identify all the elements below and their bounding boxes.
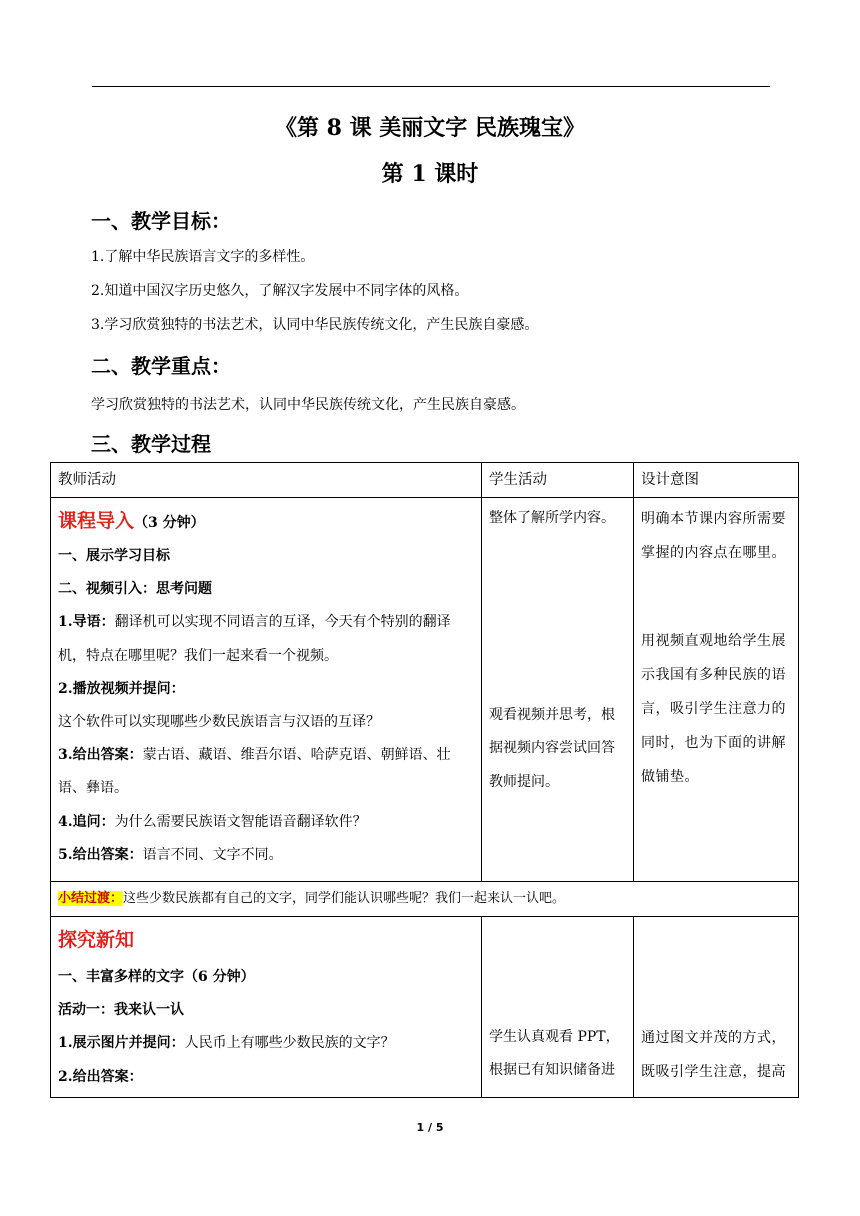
teacher-cell-intro	[51, 498, 482, 882]
teacher-cell-explore	[51, 917, 482, 1098]
transition-row	[51, 882, 799, 917]
header-rule	[92, 86, 770, 87]
list-item: 一、展示学习目标	[58, 548, 170, 564]
objective-1: 1.了解中华民族语言文字的多样性。	[91, 249, 315, 265]
lesson-period: 第 1 课时	[381, 161, 479, 187]
transition-label: 小结过渡：	[58, 891, 124, 906]
list-item: 1.导语：翻译机可以实现不同语言的互译，今天有个特别的翻译机，特点在哪里呢？我们一起来看一个视频。	[58, 614, 451, 664]
design-intent-2: 用视频直观地给学生展示我国有多种民族的语言，吸引学生注意力的同时，也为下面的讲解做铺垫。	[641, 633, 786, 785]
student-activity-1: 整体了解所学内容。	[489, 510, 615, 526]
header-teacher: 教师活动	[51, 463, 482, 498]
section-duration: （3 分钟）	[134, 515, 205, 531]
list-item: 一、丰富多样的文字（6 分钟）	[58, 969, 255, 985]
student-cell-intro	[482, 498, 634, 882]
key-points-text: 学习欣赏独特的书法艺术，认同中华民族传统文化，产生民族自豪感。	[91, 397, 525, 413]
header-intent: 设计意图	[634, 463, 799, 498]
design-intent-3: 通过图文并茂的方式，既吸引学生注意，提高	[641, 1030, 786, 1080]
section-title: 探究新知	[58, 929, 135, 951]
list-item: 2.给出答案：	[58, 1068, 143, 1085]
intent-cell-intro	[634, 498, 799, 882]
list-item: 3.给出答案：蒙古语、藏语、维吾尔语、哈萨克语、朝鲜语、壮语、彝语。	[58, 747, 451, 797]
objective-2: 2.知道中国汉字历史悠久，了解汉字发展中不同字体的风格。	[91, 283, 469, 299]
list-item: 2.播放视频并提问：	[58, 680, 185, 697]
student-activity-2: 观看视频并思考，根据视频内容尝试回答教师提问。	[489, 707, 615, 790]
objective-3: 3.学习欣赏独特的书法艺术，认同中华民族传统文化，产生民族自豪感。	[91, 317, 539, 333]
key-points-heading: 二、教学重点：	[91, 354, 231, 378]
process-table	[50, 462, 799, 1098]
header-student: 学生活动	[482, 463, 634, 498]
design-intent-1: 明确本节课内容所需要掌握的内容点在哪里。	[641, 511, 786, 561]
page-number: 1 / 5	[416, 1121, 444, 1134]
intent-cell-explore	[634, 917, 799, 1098]
list-item: 这个软件可以实现哪些少数民族语言与汉语的互译？	[58, 714, 380, 731]
student-activity-3: 学生认真观看 PPT，根据已有知识储备进	[489, 1029, 620, 1079]
table-row	[51, 917, 799, 1098]
table-row	[51, 498, 799, 882]
table-header-row	[51, 463, 799, 498]
transition-text: 这些少数民族都有自己的文字，同学们能认识哪些呢？我们一起来认一认吧。	[123, 891, 566, 906]
list-item: 4.追问：为什么需要民族语文智能语音翻译软件？	[58, 813, 367, 830]
list-item: 二、视频引入：思考问题	[58, 581, 212, 598]
list-item: 1.展示图片并提问：人民币上有哪些少数民族的文字？	[58, 1035, 395, 1052]
list-item: 5.给出答案：语言不同、文字不同。	[58, 846, 283, 863]
transition-cell	[51, 882, 799, 917]
lesson-title: 《第 8 课 美丽文字 民族瑰宝》	[275, 115, 585, 141]
section-title: 课程导入	[58, 510, 135, 532]
list-item: 活动一：我来认一认	[58, 1002, 184, 1019]
process-heading: 三、教学过程	[91, 432, 211, 456]
student-cell-explore	[482, 917, 634, 1098]
objectives-heading: 一、教学目标：	[91, 209, 231, 233]
